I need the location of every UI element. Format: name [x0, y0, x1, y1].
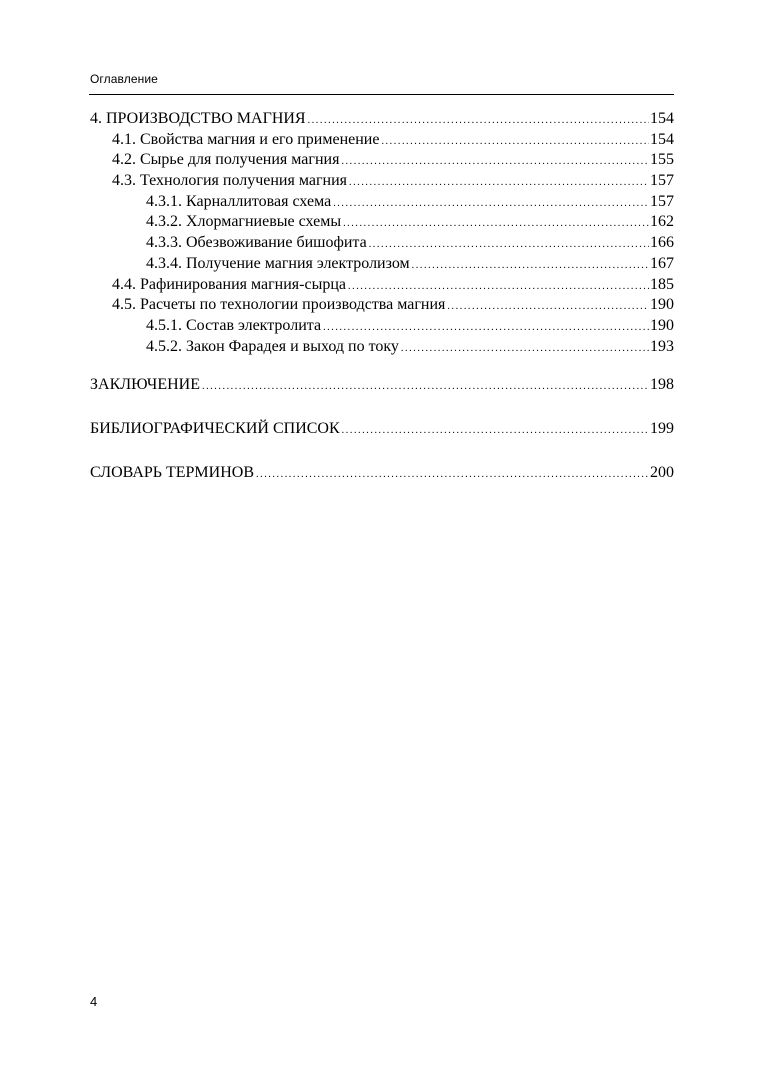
toc-entry-4-1[interactable] [90, 130, 674, 151]
toc-entry-page: 162 [650, 213, 674, 231]
toc-entry-4-2[interactable] [90, 150, 674, 171]
toc-entry-page: 166 [650, 234, 674, 252]
dot-leader [343, 219, 649, 229]
toc-entry-title: 4.3.1. Карналлитовая схема [146, 192, 332, 210]
toc-entry-title: 4.1. Свойства магния и его применение [112, 130, 380, 148]
toc-entry-page: 190 [650, 316, 674, 334]
toc-entry-page: 167 [650, 254, 674, 272]
toc-entry-conclusion[interactable] [90, 375, 674, 396]
toc-entry-title: БИБЛИОГРАФИЧЕСКИЙ СПИСОК [90, 419, 340, 437]
dot-leader [369, 240, 649, 250]
dot-leader [342, 426, 649, 436]
toc-entry-4-4[interactable] [90, 275, 674, 296]
toc-entry-bibliography[interactable] [90, 419, 674, 440]
toc-entry-page: 155 [650, 151, 674, 169]
toc-entry-page: 185 [650, 275, 674, 293]
toc-entry-page: 154 [650, 130, 674, 148]
toc-entry-4-3-1[interactable] [90, 192, 674, 213]
dot-leader [412, 261, 649, 271]
toc-entry-4-3[interactable] [90, 171, 674, 192]
toc-entry-title: ЗАКЛЮЧЕНИЕ [90, 376, 200, 394]
header-rule [89, 94, 674, 95]
dot-leader [349, 178, 649, 188]
toc-entry-4-3-2[interactable] [90, 212, 674, 233]
toc-entry-4-5-2[interactable] [90, 337, 674, 358]
running-header: Оглавление [90, 72, 158, 86]
toc-entry-title: 4.3.4. Получение магния электролизом [146, 254, 410, 272]
toc-entry-page: 198 [650, 376, 674, 394]
toc-entry-title: 4.3.3. Обезвоживание бишофита [146, 234, 367, 252]
dot-leader [308, 116, 649, 126]
toc-entry-title: 4.3.2. Хлормагниевые схемы [146, 213, 342, 231]
toc-entry-title: 4.5.1. Состав электролита [146, 316, 322, 334]
toc-entry-chapter-4[interactable] [90, 109, 674, 130]
toc-entry-title: 4. ПРОИЗВОДСТВО МАГНИЯ [90, 110, 306, 127]
dot-leader [256, 470, 649, 480]
page-number: 4 [90, 994, 98, 1009]
dot-leader [323, 323, 649, 333]
toc-entry-page: 200 [650, 463, 674, 481]
dot-leader [348, 282, 649, 292]
toc-entry-page: 193 [650, 337, 674, 355]
dot-leader [333, 199, 649, 209]
toc-entry-title: 4.3. Технология получения магния [112, 172, 348, 190]
dot-leader [381, 137, 649, 147]
toc-entry-title: 4.5. Расчеты по технологии производства магния [112, 296, 446, 314]
toc-entry-page: 157 [650, 192, 674, 210]
toc-entry-page: 157 [650, 172, 674, 190]
toc-entry-4-3-3[interactable] [90, 233, 674, 254]
toc-entry-page: 154 [650, 110, 674, 127]
toc-entry-page: 190 [650, 296, 674, 314]
toc-entry-4-5[interactable] [90, 295, 674, 316]
dot-leader [401, 344, 649, 354]
toc-entry-page: 199 [650, 419, 674, 437]
toc-entry-title: 4.2. Сырье для получения магния [112, 151, 340, 169]
toc-entry-title: 4.4. Рафинирования магния-сырца [112, 275, 346, 293]
dot-leader [202, 382, 649, 392]
toc-entry-glossary[interactable] [90, 463, 674, 484]
dot-leader [447, 302, 649, 312]
toc-entry-4-5-1[interactable] [90, 316, 674, 337]
toc-entry-4-3-4[interactable] [90, 254, 674, 275]
toc-entry-title: СЛОВАРЬ ТЕРМИНОВ [90, 463, 254, 481]
toc-entry-title: 4.5.2. Закон Фарадея и выход по току [146, 337, 399, 355]
table-of-contents [90, 109, 674, 483]
dot-leader [341, 157, 649, 167]
